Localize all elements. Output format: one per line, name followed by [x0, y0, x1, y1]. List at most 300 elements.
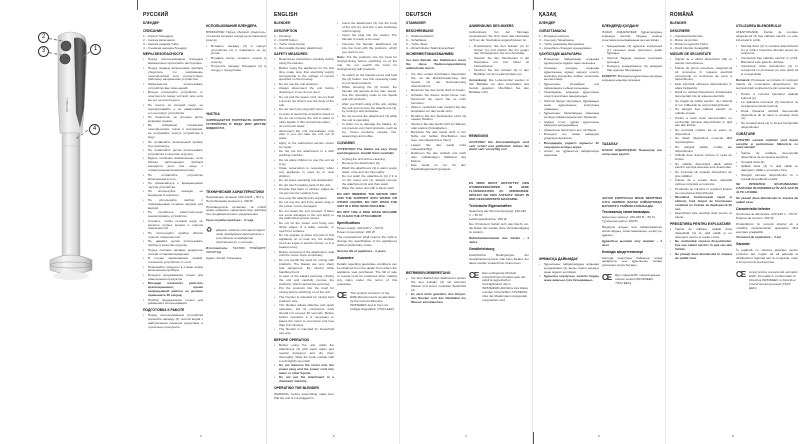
list-item: • Do not use the unit if the power plug or the power cord is damaged.	[274, 201, 334, 209]
paragraph: ATENȚIONARE: Înainte de montare asigurați-vă că fișa cablului electric nu este introdusă în priză.	[736, 29, 798, 42]
list-item: • The blender is intended for mixing food products only.	[274, 296, 334, 304]
section-heading: DESCRIPTION	[274, 28, 298, 33]
ce-mark-icon: CE	[469, 270, 479, 280]
russian-column-1	[143, 12, 203, 331]
page-number: 4	[465, 434, 467, 438]
english-column-1	[274, 12, 334, 403]
list-item: • Не тяните за сетевой шнур, не перекручивайте и не наматывайте его на корпус устройства.	[143, 104, 203, 116]
section-heading: REINIGUNG	[469, 133, 489, 138]
page-kazakh	[533, 0, 665, 444]
romanian-column-1	[670, 12, 732, 261]
list-item: • Перед первым включением прибора убедитесь, что напряжение электрической сети соответствует рабочему напряжению устройства.	[143, 67, 203, 83]
list-item: • In order not to damage the blades, do not process very hard products, such as ice, frozen products, cereals, rice, seasonings and coffee.	[337, 123, 397, 139]
list-item: • Use only the attachments supplied.	[274, 197, 334, 201]
before-operation-list	[406, 277, 466, 305]
list-item: • Ziehen, verdrehen oder wickeln Sie das Netzkabel um das Gerät nicht.	[406, 106, 466, 114]
list-item: • Не пытайтесь самостоятельно ремонтировать устройство.	[143, 211, 203, 219]
list-item: • Do not allow children to use the unit as a toy.	[274, 159, 334, 167]
warning-text: DO NOT USE A DISH WASH MACHINE TO CLEAN THE ATTACHMENT.	[337, 209, 397, 218]
list-item: • Nu atingeți părțile mobile ale dispozitivului.	[670, 146, 732, 154]
list-item: • Блендерді пайдаланар алдында нұсқаулықты мұқият оқып шығыңыз.	[539, 58, 599, 66]
list-item: • Погрузите насадку блендера (4) в посуду с продуктами.	[206, 65, 266, 73]
list-item: • Wash the attachment (4) in warm soapy water, rinse and dry thoroughly.	[337, 167, 397, 175]
language-heading: ENGLISH	[274, 12, 298, 18]
list-item: • Introduceți fișa cablului electric în priză. Blenderul este gata de utilizare.	[736, 57, 798, 65]
list-item: • do not touch water;	[274, 125, 334, 129]
attention-text: НАЗАР АУДАРЫҢЫЗ! Пышақтар өте өткір және қауіпті.	[602, 147, 662, 156]
list-item: • Always disconnect the unit before cleaning or if you do not use it.	[274, 87, 334, 95]
russian-column-2	[206, 22, 266, 260]
page-number: 8	[732, 434, 734, 438]
section-heading: Кепілдік міндеттемелері	[602, 249, 643, 254]
list-item: • Құрылғыны пайдаланудың алдында қондырманы (4) жылы сумен жуыңыз және мұқият кептіріңіз.	[539, 263, 599, 275]
list-item: • Dispozitivul este destinat doar pentru uz casnic.	[670, 212, 732, 220]
section-heading: BESCHREIBUNG	[406, 28, 434, 33]
list-item: • Не используйте прибор с поврежденным сетевым шнуром или вилкой.	[143, 199, 203, 211]
list-item: • Benutzen Sie das Gerät nicht im Freien.	[406, 89, 466, 93]
recycle-icon: ♻	[206, 227, 213, 235]
list-item: • Блендер предназначен только для измельчения продуктов.	[143, 274, 203, 282]
warning-text: Nu plasați duza blenderului în mașina de spălat vase.	[736, 196, 798, 205]
product-name: BLENDER	[670, 21, 687, 25]
description-item: 2 – On/Off button	[274, 37, 298, 42]
language-heading: DEUTSCH	[406, 12, 432, 18]
list-item: • Желілік баудың ашасын розеткаға қосыңыз.	[602, 57, 662, 65]
section-heading: ЧИСТКА	[206, 112, 220, 117]
list-item: • Insert the attachment (4) into the body of the unit (1), and turn it anti clockwise until bumping.	[337, 22, 397, 34]
cleaning-list	[736, 152, 798, 181]
list-item: • Не берритесь за сетевую вилку мокрыми руками.	[143, 116, 203, 124]
note-text: Өнімдерді құрылғыны қосудың алдында ыдысқа салыңыз.	[602, 74, 662, 83]
kazakh-column-2	[602, 22, 662, 286]
list-item: • After you finish using of the unit, unplug the unit and remove the attachment (4), by turning it anti-clockwise.	[337, 103, 397, 115]
spec-item: Қоректену кернеуі: 220-240 В ~ 50 Гц	[602, 215, 656, 220]
paragraph: Өндіруші алдын ала хабарламастан аспаптардың сипаттамаларын өзгертуге құқылы.	[602, 225, 662, 237]
section-heading: Gewährleistung	[469, 247, 495, 251]
list-item: • Montați duza (4) în carcasa dispozitivului (1) și rotiți-o împotriva direcției acelor de ceasornic.	[736, 45, 798, 57]
description-item: 4 – Алынбалы блендер қондырмасы	[539, 45, 592, 50]
list-item: • Utilizați doar duzele incluse în setul de livrare.	[670, 154, 732, 162]
safety-list	[143, 58, 203, 239]
list-item: • Introduceți duza blenderului (4) în recipientul cu produsele pe care doriți să le omogenizați.	[736, 65, 798, 77]
usage-list	[206, 45, 266, 74]
list-item: • Nu trageți de cablul electric, nu-l răsuciți și nu-l înfășurați pe corpul dispozitivului.	[670, 100, 732, 108]
list-item: • Este interzisă utilizarea dispozitivului în afara încăperilor.	[670, 83, 732, 91]
section-heading: ПОДГОТОВКА К РАБОТЕ	[143, 308, 185, 313]
section-heading: Caracteristici tehnice	[736, 207, 771, 211]
paragraph: Producătorul își rezervă dreptul de a modifica caracteristicile aparatelor fără anunțare prealabilă.	[736, 221, 798, 234]
description-item: 4 – Съемная насадка блендер	[143, 45, 187, 50]
language-heading: ҚАЗАҚ	[539, 12, 557, 18]
fold-mark	[533, 0, 534, 10]
list-item: • Перед использованием блендера внимательно прочитайте инструкцию.	[143, 58, 203, 66]
list-item: • В случае заклинивания лезвий, отключите устройство от сети.	[143, 257, 203, 265]
product-name: BLENDER	[274, 21, 291, 25]
list-item: • Înainte de utilizare, spălați duza detașabilă (4) cu apă caldă și un detergent neutru și uscați-o bine.	[670, 228, 732, 240]
list-item: • Pentru a evita riscul electrocutării, nu scufundați carcasa dispozitivului în apă sau alte lichide.	[670, 117, 732, 129]
warning-text: DO NOT IMMERSE THE MOTOR UNIT AND THE SUPPORT INTO WATER OR OTHER LIQUIDS. DO NOT WASH THE UNIT IN A DISH WASH MACHINE.	[337, 192, 397, 208]
eco-text: Данное изделие соответствует всем требуемым европейским и российским стандартам безопасности и гигиены.	[216, 228, 266, 244]
list-item: • Перед использованием устройства промойте насадку (4) теплой водой с нейтральным моющим средством и тщательно просушите.	[143, 314, 203, 330]
list-item: • When pressing the (3) button, the blender will operate at the max. speed. Use this operating mode to mix liquids and soft products.	[337, 86, 397, 102]
section-heading: BETRIEBSVORBEREITUNG	[406, 271, 451, 276]
section-heading: ТАЗАЛАУ	[602, 141, 618, 146]
safety-list-continued	[143, 240, 203, 306]
section-heading: ҚАУІПСІЗДІК ШАРАЛАРЫ	[539, 52, 582, 57]
list-item: • Nu utilizați dispozitivul dacă cablul electric sau fișa acestuia sunt deteriorate.	[670, 163, 732, 171]
german-column-1	[406, 12, 466, 306]
note-text: Die Lebensmittel werden in den Behälter vor dem Anschalten des Geräts gegeben. Überfüllen Sie den Behälter nicht.	[469, 78, 529, 94]
list-item: • Прибор предназначен только для домашнего использования.	[143, 299, 203, 307]
german-column-2	[469, 22, 529, 303]
list-item: • Pentru a conecta blenderul apăsați butonul (2).	[736, 93, 798, 101]
note	[469, 79, 529, 95]
list-item: • Close supervision is necessary when any appliance is used by or near children.	[274, 167, 334, 179]
ce-compliance	[469, 272, 529, 303]
english-column-2	[337, 22, 397, 312]
romanian-column-2	[736, 22, 798, 290]
description-item: 4 – Duză blender detașabilă	[670, 45, 709, 50]
list-item: • Блендер қондырмасын (4) өнімдері бар ыдысқа батырыңыз.	[602, 65, 662, 73]
callout-3: 3	[38, 46, 49, 57]
language-heading: РУССКИЙ	[143, 12, 169, 18]
list-item: • Не используйте прибор вблизи горячих поверхностей.	[143, 232, 203, 240]
list-item: • Read these instructions carefully before using the blender.	[274, 58, 334, 66]
safety-list	[274, 58, 334, 336]
list-item: • Vor dem ersten Anschalten überprüfen Sie, ob die Betriebsspannung des Geräts mit der Netzspannung übereinstimmt.	[406, 73, 466, 89]
list-item: • Аспап тек тұрмыстық пайдалануға арналған.	[539, 150, 599, 158]
fold-mark	[533, 432, 534, 444]
list-item: • Құрылғы корпусын, желілік бауды және ашасын суға батырмаңыз.	[539, 275, 599, 283]
section-heading: PREGĂTIREA PENTRU EXPLOATARE	[670, 222, 731, 227]
spec-item: Тұтынатын қуаты: 200 Вт	[602, 219, 638, 224]
list-item: • Înainte de curățare deconectați dispozitivul de la rețeaua electrică.	[736, 152, 798, 160]
list-item: • Блендердің үздіксіз жұмысы 30 секундтан аспауы керек.	[539, 142, 599, 150]
operating-list-2	[337, 74, 397, 139]
note-label: ЕСКЕРТУ:	[602, 74, 618, 79]
note-label: Remarcă:	[736, 78, 751, 83]
list-item: • Жұмыс істеп тұрған құрылғыны қараусыз қалдырмаңыз.	[539, 121, 599, 129]
section-heading: BEFORE OPERATION	[274, 338, 309, 343]
description-item: 3 – Butonul regimului Turbo	[670, 41, 708, 46]
svg-text:MAXWELL: MAXWELL	[65, 97, 69, 112]
list-item: • In case of the blades jamming, Unplug the unit and carefully remove the products, which caused the jamming.	[274, 275, 334, 287]
list-item: • La apăsarea butonului (3) blenderul va funcționa la viteză maximă.	[736, 101, 798, 109]
section-heading: ANWENDUNG DES MIXERS	[469, 24, 514, 28]
warning-text: ЗАПРЕЩАЕТСЯ ПОГРУЖАТЬ КОРПУС УСТРОЙСТВА В ВОДУ ИЛИ ДРУГИЕ ЖИДКОСТИ.	[206, 118, 266, 130]
ce-compliance	[602, 274, 662, 286]
list-item: • Айналатын бөліктерге қол тигізбеңіз.	[539, 129, 599, 133]
paragraph: Ausführliche Bedingungen der Gewährleistung kann man beim Dealer, der diese Geräte verkauft hat, bekommen.	[469, 252, 529, 265]
list-item: • Желілік бауды тартпаңыз, бұрамаңыз және құрылғының корпусына орамаңыз.	[539, 100, 599, 112]
list-item: • Не используйте насадки, не входящие в комплект.	[143, 190, 203, 198]
description-item: 2 – Кнопка включения	[143, 37, 175, 42]
page-number: 3	[200, 434, 202, 438]
note-label: Anmerkung:	[469, 78, 488, 83]
section-heading: СИПАТТАМАСЫ	[539, 28, 566, 33]
callout-1: 1	[90, 44, 101, 55]
list-item: • Nu atingeți fișa cablului electric cu mâinile umede.	[670, 108, 732, 116]
list-item: • Before using the appliance for the first time make sure that electricity supply corresponds to the voltage of current specified on the housing.	[274, 67, 334, 83]
list-item: • Remove the attachment (4).	[337, 162, 397, 166]
service-life: Срок службы прибора – 3 года	[206, 218, 254, 223]
list-item: • The blender is intended for household use only.	[274, 328, 334, 336]
description-item: 3 – Turbo-Taste	[406, 41, 428, 46]
list-item: • Entfernen Sie den Aufsatz erst nach dem vollständigen Stillstand des Motors.	[406, 152, 466, 164]
description-item: 3 – Кнопка режима Turbo	[143, 41, 179, 46]
list-item: • Всегда отключайте устройство от электросети перед чисткой, или если вы его не используете.	[143, 91, 203, 103]
list-item: • Не оставляйте включенный прибор без присмотра.	[143, 141, 203, 149]
list-item: • Blenderul funcționează rapid și eficient, însă timpul de funcționare continuă nu trebuie să depășească 30 sec.	[670, 196, 732, 212]
blender-illustration-icon	[40, 28, 100, 293]
section-heading: ИСПОЛЬЗОВАНИЕ БЛЕНДЕРА	[206, 24, 257, 28]
ce-text: This product conforms to the EMC-Requirements as laid down by the Council Directive 89/336/EEC and to the Low Voltage Regulation (73/23 EEC)	[350, 291, 396, 312]
description-item: 1 – Блендер корпусы	[539, 33, 570, 38]
list-item: • Spălați duza (4) în apă caldă cu detergent, clătiți-o și uscați-o bine.	[736, 165, 798, 173]
description-item: 4 – Removable blender attachment	[274, 45, 323, 50]
note-text: Put the products into the bowl for cutting/mixing before switching on of the unit. Do not overfill the bowl for cutting/mixing with products.	[337, 55, 397, 72]
description-item: 3 – Turbo mode button	[274, 41, 306, 46]
list-item: • Before removing of the attachment, wait until the motor stops completely.	[274, 251, 334, 259]
paragraph: Производитель оставляет за собой право изменять характеристики прибора без предварительного уведомления.	[206, 204, 266, 217]
section-heading: UTILIZAREA BLENDERULUI	[736, 24, 782, 28]
section-heading: Техникалық сипаттамалары	[602, 210, 650, 215]
spec-item: Spannung der Stromversorgung: 220-240 V ~ 50 Hz	[469, 208, 527, 217]
note-text: Produsele se introduc în recipient înainte de conectarea dispozitivului. Nu supraumpleți recipientul pentru amestecare.	[736, 78, 798, 90]
list-item: • Будьте особенно внимательны, если вблизи работающего прибора находятся дети или люди с ограниченными возможностями.	[143, 157, 203, 173]
ce-mark-icon: CE	[337, 291, 347, 301]
list-item: • Do not operate or place any part of this appliance on or near any hot surface (such as a gas or electric burner, or in a heated oven).	[274, 234, 334, 250]
list-item: • Insert the plug into the socket. The blender is ready to be used.	[337, 34, 397, 42]
section-heading: Specifications	[337, 220, 360, 225]
list-item: • Stecken Sie den Netzstecker in die Steckdose ein. Der Mixer ist betriebsbereit.	[469, 57, 529, 69]
list-item: • Do not remove the attachment (4) while the unit is operating.	[337, 115, 397, 123]
safety-list	[539, 58, 599, 158]
eco-note	[206, 229, 266, 245]
list-item: • Înainte de prima conectare, asigurați-vă că tensiunea în rețeaua electrică corespunde cu tensiunea de lucru a dispozitivului.	[670, 67, 732, 83]
description-item: 1 – Carcasa blenderului	[670, 33, 703, 38]
warning-text: SE INTERZICE SCUFUNDAREA CARCASEI BLENDERULUI ÎN APĂ SAU ÎN ALTE LICHIDE.	[736, 182, 798, 195]
list-item: • Do not use the unit outdoors.	[274, 83, 334, 87]
list-item: • Запрещается использовать устройство вне помещений.	[143, 83, 203, 91]
list-item: • Блендер тек тағам өнімдерін ұсақтауға арналған.	[539, 133, 599, 141]
description-item: 1 – Корпус блендера	[143, 33, 173, 38]
description-item: 2 – Buton de pornire	[670, 37, 699, 42]
page-divider	[266, 0, 267, 444]
paragraph: Der Produzent behält sich das Recht vor, die Daten der Geräte ohne Vorankündigung zu ändern.	[469, 222, 529, 235]
section-heading: МЕРЫ БЕЗОПАСНОСТИ	[143, 52, 184, 57]
language-heading: ROMÂNĂ	[670, 12, 694, 18]
list-item: • Lassen Sie das Gerät nicht unbeaufsichtigt.	[406, 144, 466, 152]
importer	[206, 247, 266, 255]
paragraph: WARNING: before assembling make sure that the unit is not plugged in.	[274, 392, 334, 401]
callout-4: 4	[89, 124, 100, 135]
page-russian	[0, 0, 268, 444]
page-romanian	[666, 0, 802, 444]
list-item: • disconnect the unit immediately, only after it you can take the unit out of water;	[274, 130, 334, 142]
section-heading: ЖҰМЫСҚА ДАЙЫНДАУ	[539, 257, 578, 262]
list-item: • Do not repair the unit yourself. If there are some damages in the unit apply to the authorized service center.	[274, 210, 334, 222]
list-item: • Do not leave operating unit unattended.	[274, 179, 334, 183]
paragraph: Vor dem Betrieb des Stabmixers lesen Sie diese Bedienungsanleitung aufmerksam durch.	[406, 58, 466, 71]
list-item: • Nu scufundați carcasa dispozitivului, fișa sau cablul electric în apă sau alte lichide.	[670, 240, 732, 252]
paragraph: Details regarding guarantee conditions can be obtained from the dealer from whom the appliance was purchased. The bill of sale or receipt must be produced when making any claim under the terms of this guarantee.	[337, 261, 397, 286]
kazakh-column-1	[539, 12, 599, 284]
operating-list	[337, 22, 397, 54]
list-item: • Nu lăsați dispozitivul conectat fără supraveghere.	[670, 137, 732, 145]
paragraph: Aufmerksam: Vor der Montage vergewissern Sie sich, dass das Netzkabel nicht an der Steckdose angeschlossen ist.	[469, 29, 529, 42]
section-heading: SICHERHEITSMASSNAHMEN	[406, 52, 454, 57]
list-item: • Produsele se introduc în recipient înainte de conectarea dispozitivului.	[670, 188, 732, 196]
spec-item: Puterea de consum: 200 W	[736, 215, 774, 220]
warning-text: ES WIRD NICHT GESTATTET, DEN STABMIXERKÖRPER IN JEDE FLÜSSIGKEITEN ZU VERSENKEN. SPÜLEN SIE DEN AUFSATZ NICHT IN DER GESCHIRRSPÜLMASCHINE.	[469, 181, 529, 201]
list-item: • Не прикасайтесь к вращающимся частям устройства.	[143, 182, 203, 190]
list-item: • Ștergeți carcasa dispozitivului cu o bucată de țesătură umedă.	[736, 174, 798, 182]
list-item: • Das Gerät ist nur für den Haushaltsgebrauch geeignet.	[406, 164, 466, 172]
list-item: • Positionieren Sie den Aufsatz (4) im Körper (1) und drehen Sie ihn gegen den Uhrzeigersinn bis zum Anschlag.	[469, 45, 529, 57]
section-heading: CURĂȚARE	[736, 131, 756, 136]
list-item: • Вставьте вилку сетевого шнура в розетку.	[206, 57, 266, 65]
product-name: БЛЕНДЕР	[539, 21, 556, 25]
list-item: • Do not pull the power cord, do not twist it and do not wind it over the body of the unit.	[274, 96, 334, 108]
list-item: • Scoateți duza (4).	[736, 161, 798, 165]
service-life: Service life of appliance - 3 years	[337, 249, 386, 254]
spec-item: Power supply: 220-240 V ~ 50 Hz	[337, 225, 384, 230]
description-list	[143, 35, 203, 51]
section-heading: Garanție	[736, 242, 750, 247]
product-name: БЛЕНДЕР	[143, 21, 160, 25]
list-item: • To switch on the blender press and hold the (2) button. Use this operating mode to mix liquid products.	[337, 74, 397, 86]
list-item: • In order to avoid risk of electric shock or fire do not immerse the unit in water or other liquids. If this unit fell into water:	[274, 113, 334, 125]
list-item: • Înainte de a scoate duza, așteptați oprirea completă a motorului.	[670, 179, 732, 187]
list-item: • Вставьте насадку (4) в корпус устройства (1) и поверните ее до упора.	[206, 45, 266, 57]
product-name: STABMIXER	[406, 21, 426, 25]
list-item: • Do not wash the attachment (4) if it is on the motor unit (1), always remove the attachment (4) and then wash.	[337, 175, 397, 187]
list-item: • Do not put the attachment in a dish washing machine.	[274, 150, 334, 158]
list-item: • Блендер позволяет работать кратковременно; время непрерывной работы не должно превышать 30 секунд.	[143, 282, 203, 298]
cleaning-list	[337, 158, 397, 192]
page-english	[268, 0, 400, 444]
ce-text: Acest produs corespunde cerințelor EMC, formulate în conformitate cu Directiva 89/336/EEC și Directivei privind tensiunea joasă (73/23 EEC).	[749, 269, 798, 290]
paragraph: ВНИМАНИЕ! Перед сборкой убедитесь, что вилка сетевого шнура не вставлена в розетку.	[206, 29, 266, 42]
paragraph: Кепілдік шарттары бойынша толық ақпаратты осы құрылғыны сатқан дилерден алуға болады.	[602, 255, 662, 268]
description-item: 4 – Abnehmbarer Stabmixeraufsatz	[406, 45, 455, 50]
ce-compliance	[337, 292, 397, 312]
spec-item: Напряжение питания: 220-240 В ~ 50 Гц	[206, 194, 264, 199]
description-item: 1 – Housing	[274, 33, 291, 38]
list-item: • Құрылғыны балалардың ойыншық ретінде пайдалануына жол бермеңіз.	[539, 112, 599, 120]
list-item: • Не оставляйте устройство включенным в сеть.	[143, 174, 203, 182]
attention-text: ACHTUNG! Die Schneideklingen sind sehr scharf und gefährlich. Gehen Sie damit sehr vorsichtig um!	[469, 139, 529, 152]
section-heading: Guarantee	[337, 256, 354, 261]
list-item: • Schalten Sie dieses Gerät immer vom Stromnetz ab, wenn Sie es nicht benutzen.	[406, 94, 466, 106]
section-heading: MĂSURI DE SECURITATE	[670, 52, 712, 57]
list-item: • Помещайте продукты в стакан перед включением прибора.	[143, 266, 203, 274]
ce-mark-icon: CE	[736, 269, 746, 279]
section-heading: CLEANING	[337, 140, 355, 145]
list-item: • Do not overfill the bowl for mixing with products. The blades are very sharp and dangerous. Be careful while handling them!	[274, 259, 334, 275]
list-item: • Immerse the blender attachment (4) into the bowl with the products, which you want to mix.	[337, 43, 397, 55]
paragraph: În legătură cu oferirea garanției pentru produsul dat, rugăm să vă adresați la distribuitorul regional sau la compania, unde a fost procurat produsul dat.	[736, 248, 798, 264]
section-heading: БЛЕНДЕРДІ ҚОЛДАНУ	[602, 24, 639, 28]
list-item: • Перед снятием насадки дождитесь полной остановки вращения.	[143, 249, 203, 257]
section-heading: Technische Eigenschaften	[469, 203, 512, 208]
list-item: • Тазалаудың алдында құрылғыны электр желісінен ажыратыңыз.	[539, 91, 599, 99]
service-life: Betriebslebensdauer des Geräts – 3 Jahre	[469, 236, 529, 245]
list-item: • Berühren Sie den Netzstecker nicht mit nassen Händen.	[406, 115, 466, 123]
usage-list-2	[736, 93, 798, 130]
spec-item: Потребляемая мощность: 200 Вт	[206, 198, 254, 203]
list-item: • După finisarea utilizării deconectați dispozitivul de la rețea și scoateți duza (4).	[736, 110, 798, 122]
list-item: • Do not touch rotating parts of the unit.	[274, 184, 334, 188]
before-operation-list	[539, 263, 599, 283]
section-heading: DESCRIERE	[670, 28, 690, 33]
list-item: • Tauchen Sie den Aufsatz (4) in den Behälter mit den Lebensmitteln ein.	[469, 69, 529, 77]
note-label: Note:	[337, 55, 345, 60]
list-item: • Не давайте детям использовать прибор в качестве игрушки.	[143, 240, 203, 248]
list-item: • Înainte de a utiliza dispozitivul citiți cu atenție instrucțiunea.	[670, 58, 732, 66]
list-item: • Vor dem Betrieb des Stabmixers spülen Sie den Aufsatz (4) mit warmem Wasser und einem neutralen Spülmittel ab.	[406, 277, 466, 293]
note	[337, 56, 397, 72]
ce-compliance	[736, 271, 798, 291]
service-life: Құралдың қызмет ету мерзімі – 3 жыл	[602, 238, 662, 247]
callout-2: 2	[38, 32, 49, 43]
usage-list	[469, 45, 529, 77]
list-item: • Do not immerse the motor unit, the power plug and the power cord into water or other liquids.	[274, 364, 334, 376]
list-item: • Nu plasați duza blenderului în mașina de spălat vase.	[670, 253, 732, 261]
list-item: • Қондырманы (4) құрылғы корпусына (1) салыңыз және тірелгенге дейін бұраңыз.	[602, 45, 662, 57]
list-item: • Nu scoateți duza (4) în timpul funcționării dispozitivului.	[736, 122, 798, 130]
list-item: • Before using the unit, wash the attachment (4) with warm water and neutral detergent and dry them thoroughly. Wipe the body outside with a soft slightly wet cloth.	[274, 344, 334, 364]
list-item: • Do not let the power cord hang over sharp edges of a table, counter, or touch hot surfaces.	[274, 222, 334, 234]
spec-item: Leistungsaufnahme: 200 W	[469, 216, 507, 221]
list-item: • Unplug the unit before cleaning.	[337, 158, 397, 162]
page-number: 6	[598, 434, 600, 438]
list-item: • Dacă nu utilizați dispozitivul, întotdeauna deconectați-l de la rețeaua electrică.	[670, 91, 732, 99]
fold-mark	[137, 0, 138, 10]
warning-text: АСПАП КОРПУСЫН ЖӘНЕ БЕКІТПЕНІ СУҒА НЕМЕСЕ БАСҚА СҰЙЫҚТЫҚҚА БАТЫРУҒА ТЫЙЫМ САЛЫНАДЫ.	[602, 195, 662, 208]
importer-label: Изготовитель:	[206, 245, 229, 250]
spec-item: Tensiunea de alimentare: 220-240 V ~ 50 Hz	[736, 211, 798, 216]
description-item: 3 – Turbo режимінің батырмасы	[539, 41, 585, 46]
importer-name: ТЕХНИК ТРЕЙДИНГ ЛИМИТЕД	[206, 245, 266, 254]
usage-list	[602, 45, 662, 74]
list-item: • Во избежание поражения электрическим током и возгорания, не погружайте корпус устройства в воду.	[143, 124, 203, 140]
attention-text: ATTENTION! The blades are very sharp and dangerous. Handle them carefully!	[337, 146, 397, 155]
ce-text: Бұл тауар ЕМС талаптарына сәйкес келеді (89/336/ЕЕС, 73/23 ЕЕС).	[615, 273, 661, 286]
list-item: • Wipe the motor unit with a damp cloth.	[337, 187, 397, 191]
list-item: • Не позволяйте детям использовать устройство в качестве игрушки.	[143, 149, 203, 157]
list-item: • Provide that hairs or clothes' edges do not get into the rotating zone.	[274, 188, 334, 196]
before-operation-list	[670, 228, 732, 260]
usage-list	[736, 45, 798, 77]
note	[736, 79, 798, 91]
page-german	[400, 0, 532, 444]
spec-item: Power consumption: 200 W	[337, 229, 375, 234]
section-heading: SAFETY MEASURES	[274, 52, 308, 57]
list-item: • Put the products into the bowl for mixing before switching on of the unit.	[274, 287, 334, 295]
safety-list	[670, 58, 732, 220]
section-heading: OPERATING THE BLENDER	[274, 386, 319, 391]
paragraph: The manufacturer shall reserve the right to change the specification of the appliances without preliminary notice.	[337, 235, 397, 248]
list-item: • Следите, чтобы сетевой шнур не касался острых кромок и горячих поверхностей.	[143, 220, 203, 232]
list-item: • Құрылғыны үй-жайдан тыс пайдалануға тыйым салынады.	[539, 83, 599, 91]
section-heading: ОПИСАНИЕ	[143, 28, 163, 33]
page-number: 5	[333, 434, 335, 438]
list-item: • Nu permiteți copiilor să se joace cu dispozitivul.	[670, 129, 732, 137]
paragraph: НАЗАР АУДАРЫҢЫЗ! Құрастырудың алдында желілік баудың ашасы розеткаға қосылмағанына көз жеткізіңіз.	[602, 29, 662, 42]
before-operation-list	[274, 344, 334, 384]
